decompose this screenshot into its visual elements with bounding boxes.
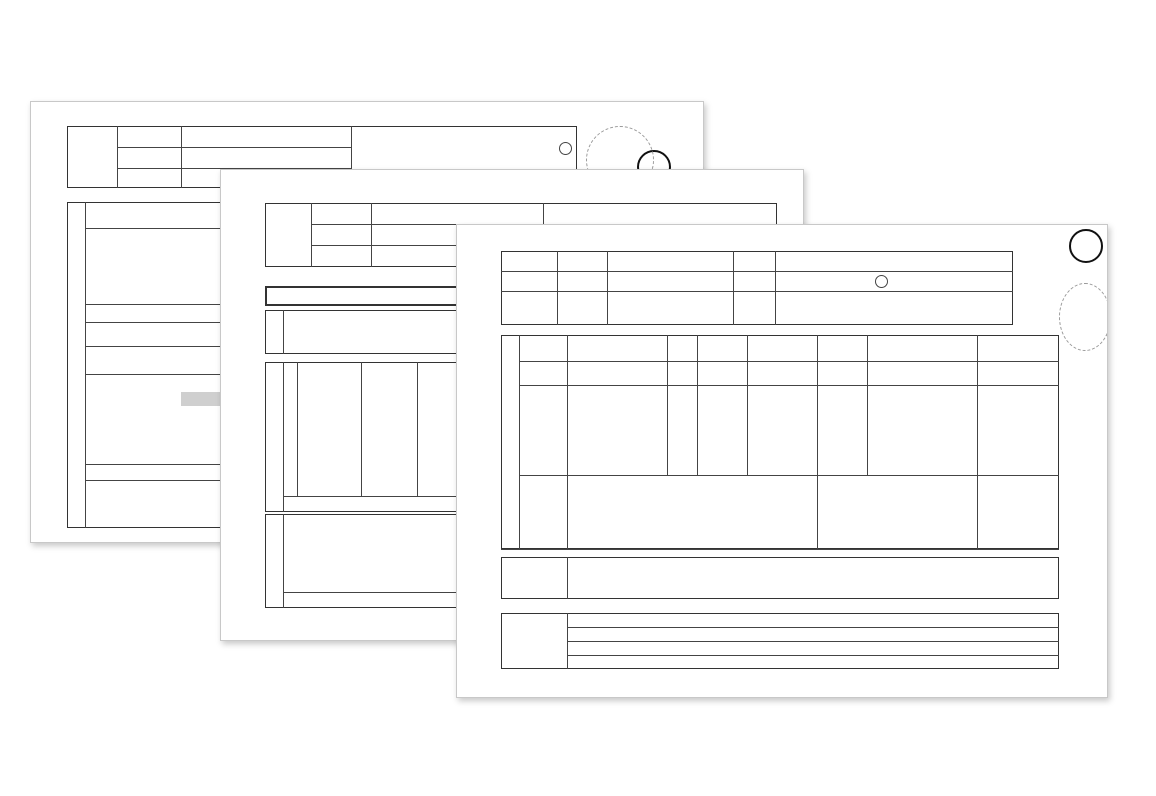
header-block — [501, 251, 1013, 325]
dependent-deduction-form — [456, 224, 1108, 698]
form-badge — [1069, 229, 1103, 263]
side-note — [1017, 255, 1053, 313]
spouse-block — [265, 310, 477, 354]
income-estimate-box — [265, 286, 473, 306]
right-note — [1065, 335, 1105, 675]
seal-mark — [559, 142, 572, 155]
seal-mark — [875, 275, 888, 288]
deduction-table — [265, 514, 477, 608]
dependents-table — [501, 335, 1059, 549]
other-earner-table — [501, 557, 1059, 599]
